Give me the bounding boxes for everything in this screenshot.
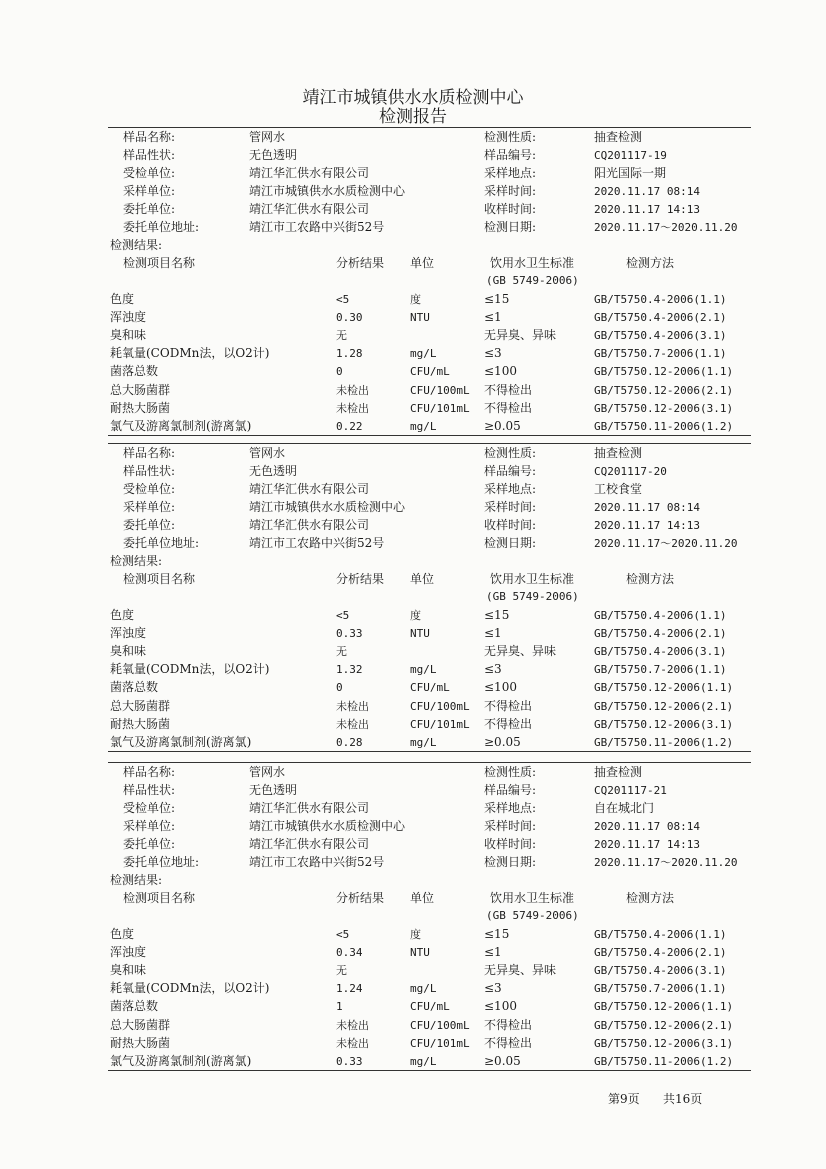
item-name: 色度 [110, 292, 135, 306]
sampling-unit-label: 采样单位: [123, 500, 176, 514]
item-name: 耗氧量(CODMn法，以O2计) [110, 981, 270, 996]
item-unit: CFU/100mL [410, 1018, 470, 1032]
item-method: GB/T5750.12-2006(2.1) [594, 383, 734, 397]
item-name: 浑浊度 [110, 626, 147, 641]
report-title: 检测报告 [379, 107, 447, 127]
entrusting-address-label: 委托单位地址: [123, 536, 200, 550]
item-standard: 无异臭、异味 [484, 328, 557, 343]
item-method: GB/T5750.4-2006(1.1) [594, 293, 727, 306]
test-date-value: 2020.11.17～2020.11.20 [594, 537, 738, 550]
col-header-result: 分析结果 [336, 256, 385, 270]
sample-no-label: 样品编号: [484, 148, 537, 162]
appearance-value: 无色透明 [249, 464, 298, 478]
item-result: 1 [336, 1000, 343, 1014]
item-result: 0.34 [336, 946, 363, 960]
item-standard: 不得检出 [484, 400, 533, 415]
sample-no-value: CQ201117-21 [594, 784, 667, 797]
item-standard: ≥0.05 [484, 1053, 521, 1068]
item-name: 总大肠菌群 [110, 698, 171, 713]
sampling-site-label: 采样地点: [484, 482, 537, 496]
results-heading: 检测结果: [110, 554, 163, 568]
item-unit: 度 [410, 293, 421, 306]
section-divider [108, 127, 751, 128]
item-method: GB/T5750.11-2006(1.2) [594, 735, 734, 749]
item-result: 1.32 [336, 663, 363, 677]
item-unit: mg/L [410, 419, 437, 433]
item-unit: 度 [410, 928, 421, 941]
item-result: 0 [336, 681, 343, 695]
item-method: GB/T5750.4-2006(2.1) [594, 627, 727, 641]
sample-name-label: 样品名称: [123, 765, 176, 779]
item-result: 无 [336, 964, 347, 978]
results-heading: 检测结果: [110, 238, 163, 252]
item-unit: NTU [410, 946, 430, 960]
page-number: 第9页 [608, 1092, 640, 1106]
item-method: GB/T5750.12-2006(3.1) [594, 401, 734, 415]
item-standard: ≤1 [484, 945, 502, 960]
col-header-result: 分析结果 [336, 572, 385, 586]
item-standard: 无异臭、异味 [484, 963, 557, 978]
item-standard: ≤100 [484, 364, 517, 379]
sampling-site-value: 自在城北门 [594, 801, 655, 815]
sampling-site-label: 采样地点: [484, 801, 537, 815]
sample-no-value: CQ201117-20 [594, 465, 667, 478]
item-standard: ≤3 [484, 981, 502, 996]
col-header-standard-code: (GB 5749-2006) [486, 274, 579, 287]
item-method: GB/T5750.4-2006(3.1) [594, 329, 727, 343]
inspected-unit-value: 靖江华汇供水有限公司 [249, 166, 370, 180]
col-header-method: 检测方法 [626, 256, 675, 270]
item-result: 未检出 [336, 1036, 369, 1050]
test-date-label: 检测日期: [484, 220, 537, 234]
item-standard: ≤1 [484, 310, 502, 325]
col-header-item: 检测项目名称 [123, 572, 196, 586]
item-name: 臭和味 [110, 644, 147, 659]
item-result: 未检出 [336, 1018, 369, 1032]
sampling-unit-label: 采样单位: [123, 819, 176, 833]
item-result: <5 [336, 293, 350, 306]
entrusting-unit-label: 委托单位: [123, 518, 176, 532]
inspected-unit-label: 受检单位: [123, 801, 176, 815]
item-standard: ≤15 [484, 292, 510, 306]
col-header-method: 检测方法 [626, 891, 675, 905]
item-method: GB/T5750.12-2006(1.1) [594, 1000, 734, 1014]
item-method: GB/T5750.12-2006(2.1) [594, 1018, 734, 1032]
receiving-time-value: 2020.11.17 14:13 [594, 519, 700, 532]
item-name: 色度 [110, 608, 135, 622]
test-nature-label: 检测性质: [484, 446, 537, 460]
item-result: 0.28 [336, 735, 363, 749]
item-result: 0.33 [336, 627, 363, 641]
item-result: 未检出 [336, 699, 369, 713]
appearance-value: 无色透明 [249, 148, 298, 162]
item-standard: ≤15 [484, 608, 510, 622]
sampling-unit-label: 采样单位: [123, 184, 176, 198]
item-method: GB/T5750.11-2006(1.2) [594, 419, 734, 433]
item-method: GB/T5750.4-2006(1.1) [594, 928, 727, 941]
item-name: 臭和味 [110, 328, 147, 343]
results-heading: 检测结果: [110, 873, 163, 887]
inspected-unit-label: 受检单位: [123, 166, 176, 180]
item-standard: 不得检出 [484, 716, 533, 731]
item-name: 臭和味 [110, 963, 147, 978]
sampling-site-value: 阳光国际一期 [594, 166, 667, 180]
item-method: GB/T5750.7-2006(1.1) [594, 663, 727, 677]
section-bottom-rule [108, 751, 751, 752]
section-bottom-rule [108, 1070, 751, 1071]
item-standard: 不得检出 [484, 698, 533, 713]
item-method: GB/T5750.4-2006(2.1) [594, 311, 727, 325]
item-unit: CFU/100mL [410, 699, 470, 713]
item-name: 总大肠菌群 [110, 382, 171, 397]
item-unit: mg/L [410, 735, 437, 749]
item-result: 未检出 [336, 401, 369, 415]
item-result: 0.22 [336, 419, 363, 433]
item-standard: ≤100 [484, 999, 517, 1014]
test-nature-label: 检测性质: [484, 130, 537, 144]
item-method: GB/T5750.12-2006(3.1) [594, 717, 734, 731]
item-name: 浑浊度 [110, 310, 147, 325]
section-divider [108, 443, 751, 444]
test-date-value: 2020.11.17～2020.11.20 [594, 856, 738, 869]
item-standard: ≥0.05 [484, 734, 521, 749]
item-result: 1.24 [336, 982, 363, 996]
receiving-time-label: 收样时间: [484, 202, 537, 216]
sampling-site-value: 工校食堂 [594, 482, 643, 496]
receiving-time-value: 2020.11.17 14:13 [594, 203, 700, 216]
inspected-unit-value: 靖江华汇供水有限公司 [249, 482, 370, 496]
sample-name-value: 管网水 [249, 446, 286, 460]
sample-no-label: 样品编号: [484, 464, 537, 478]
col-header-standard-code: (GB 5749-2006) [486, 590, 579, 603]
appearance-label: 样品性状: [123, 148, 176, 162]
col-header-standard-code: (GB 5749-2006) [486, 909, 579, 922]
item-method: GB/T5750.4-2006(1.1) [594, 609, 727, 622]
sample-no-value: CQ201117-19 [594, 149, 667, 162]
item-method: GB/T5750.4-2006(2.1) [594, 946, 727, 960]
item-unit: NTU [410, 627, 430, 641]
sampling-time-label: 采样时间: [484, 819, 537, 833]
item-name: 氯气及游离氯制剂(游离氯) [110, 734, 252, 749]
item-name: 耗氧量(CODMn法，以O2计) [110, 662, 270, 677]
col-header-standard: 饮用水卫生标准 [490, 572, 575, 586]
test-nature-value: 抽查检测 [594, 765, 643, 779]
item-unit: CFU/101mL [410, 401, 470, 415]
test-date-value: 2020.11.17～2020.11.20 [594, 221, 738, 234]
test-nature-label: 检测性质: [484, 765, 537, 779]
test-nature-value: 抽查检测 [594, 130, 643, 144]
section-bottom-rule [108, 435, 751, 436]
appearance-label: 样品性状: [123, 783, 176, 797]
item-result: 0.33 [336, 1054, 363, 1068]
item-standard: ≤1 [484, 626, 502, 641]
item-unit: CFU/mL [410, 365, 450, 379]
item-unit: mg/L [410, 1054, 437, 1068]
item-unit: CFU/101mL [410, 717, 470, 731]
item-standard: ≤3 [484, 346, 502, 361]
item-result: <5 [336, 609, 350, 622]
item-result: 未检出 [336, 383, 369, 397]
item-standard: 不得检出 [484, 1017, 533, 1032]
item-method: GB/T5750.12-2006(2.1) [594, 699, 734, 713]
receiving-time-label: 收样时间: [484, 518, 537, 532]
item-unit: CFU/mL [410, 681, 450, 695]
item-name: 耐热大肠菌 [110, 400, 171, 415]
col-header-result: 分析结果 [336, 891, 385, 905]
item-standard: 不得检出 [484, 382, 533, 397]
sample-name-value: 管网水 [249, 765, 286, 779]
sampling-time-label: 采样时间: [484, 500, 537, 514]
sampling-unit-value: 靖江市城镇供水水质检测中心 [249, 819, 406, 833]
sample-no-label: 样品编号: [484, 783, 537, 797]
entrusting-unit-label: 委托单位: [123, 837, 176, 851]
entrusting-unit-label: 委托单位: [123, 202, 176, 216]
item-result: 无 [336, 329, 347, 343]
col-header-unit: 单位 [410, 891, 435, 905]
sample-name-label: 样品名称: [123, 130, 176, 144]
item-unit: mg/L [410, 663, 437, 677]
sampling-unit-value: 靖江市城镇供水水质检测中心 [249, 500, 406, 514]
section-divider [108, 762, 751, 763]
entrusting-address-label: 委托单位地址: [123, 220, 200, 234]
item-name: 色度 [110, 927, 135, 941]
receiving-time-value: 2020.11.17 14:13 [594, 838, 700, 851]
item-method: GB/T5750.4-2006(3.1) [594, 645, 727, 659]
item-name: 菌落总数 [110, 999, 159, 1014]
item-result: 未检出 [336, 717, 369, 731]
item-name: 氯气及游离氯制剂(游离氯) [110, 1053, 252, 1068]
appearance-label: 样品性状: [123, 464, 176, 478]
item-method: GB/T5750.12-2006(1.1) [594, 365, 734, 379]
test-date-label: 检测日期: [484, 536, 537, 550]
item-standard: 无异臭、异味 [484, 644, 557, 659]
col-header-standard: 饮用水卫生标准 [490, 256, 575, 270]
item-name: 菌落总数 [110, 364, 159, 379]
entrusting-address-label: 委托单位地址: [123, 855, 200, 869]
inspected-unit-label: 受检单位: [123, 482, 176, 496]
entrusting-address-value: 靖江市工农路中兴街52号 [249, 536, 385, 550]
item-unit: CFU/mL [410, 1000, 450, 1014]
item-result: 0 [336, 365, 343, 379]
item-unit: NTU [410, 311, 430, 325]
sample-name-label: 样品名称: [123, 446, 176, 460]
col-header-item: 检测项目名称 [123, 256, 196, 270]
item-unit: mg/L [410, 347, 437, 361]
item-result: 0.30 [336, 311, 363, 325]
test-date-label: 检测日期: [484, 855, 537, 869]
item-result: 1.28 [336, 347, 363, 361]
item-method: GB/T5750.4-2006(3.1) [594, 964, 727, 978]
item-unit: CFU/100mL [410, 383, 470, 397]
item-standard: 不得检出 [484, 1035, 533, 1050]
item-standard: ≥0.05 [484, 418, 521, 433]
receiving-time-label: 收样时间: [484, 837, 537, 851]
item-unit: 度 [410, 609, 421, 622]
entrusting-unit-value: 靖江华汇供水有限公司 [249, 202, 370, 216]
item-name: 耐热大肠菌 [110, 716, 171, 731]
entrusting-address-value: 靖江市工农路中兴街52号 [249, 855, 385, 869]
item-method: GB/T5750.12-2006(1.1) [594, 681, 734, 695]
item-method: GB/T5750.7-2006(1.1) [594, 347, 727, 361]
item-standard: ≤3 [484, 662, 502, 677]
col-header-unit: 单位 [410, 572, 435, 586]
sampling-unit-value: 靖江市城镇供水水质检测中心 [249, 184, 406, 198]
item-name: 菌落总数 [110, 680, 159, 695]
sampling-time-value: 2020.11.17 08:14 [594, 501, 700, 514]
sampling-time-value: 2020.11.17 08:14 [594, 820, 700, 833]
appearance-value: 无色透明 [249, 783, 298, 797]
item-standard: ≤100 [484, 680, 517, 695]
entrusting-unit-value: 靖江华汇供水有限公司 [249, 837, 370, 851]
item-method: GB/T5750.11-2006(1.2) [594, 1054, 734, 1068]
item-method: GB/T5750.12-2006(3.1) [594, 1036, 734, 1050]
entrusting-address-value: 靖江市工农路中兴街52号 [249, 220, 385, 234]
item-name: 浑浊度 [110, 945, 147, 960]
item-method: GB/T5750.7-2006(1.1) [594, 982, 727, 996]
sampling-time-value: 2020.11.17 08:14 [594, 185, 700, 198]
col-header-standard: 饮用水卫生标准 [490, 891, 575, 905]
item-name: 耐热大肠菌 [110, 1035, 171, 1050]
col-header-unit: 单位 [410, 256, 435, 270]
item-standard: ≤15 [484, 927, 510, 941]
item-unit: CFU/101mL [410, 1036, 470, 1050]
item-unit: mg/L [410, 982, 437, 996]
col-header-item: 检测项目名称 [123, 891, 196, 905]
col-header-method: 检测方法 [626, 572, 675, 586]
item-result: 无 [336, 645, 347, 659]
inspected-unit-value: 靖江华汇供水有限公司 [249, 801, 370, 815]
item-result: <5 [336, 928, 350, 941]
sampling-site-label: 采样地点: [484, 166, 537, 180]
sample-name-value: 管网水 [249, 130, 286, 144]
org-title: 靖江市城镇供水水质检测中心 [302, 88, 524, 108]
sampling-time-label: 采样时间: [484, 184, 537, 198]
test-nature-value: 抽查检测 [594, 446, 643, 460]
entrusting-unit-value: 靖江华汇供水有限公司 [249, 518, 370, 532]
item-name: 耗氧量(CODMn法，以O2计) [110, 346, 270, 361]
page-total: 共16页 [663, 1092, 703, 1106]
item-name: 氯气及游离氯制剂(游离氯) [110, 418, 252, 433]
item-name: 总大肠菌群 [110, 1017, 171, 1032]
